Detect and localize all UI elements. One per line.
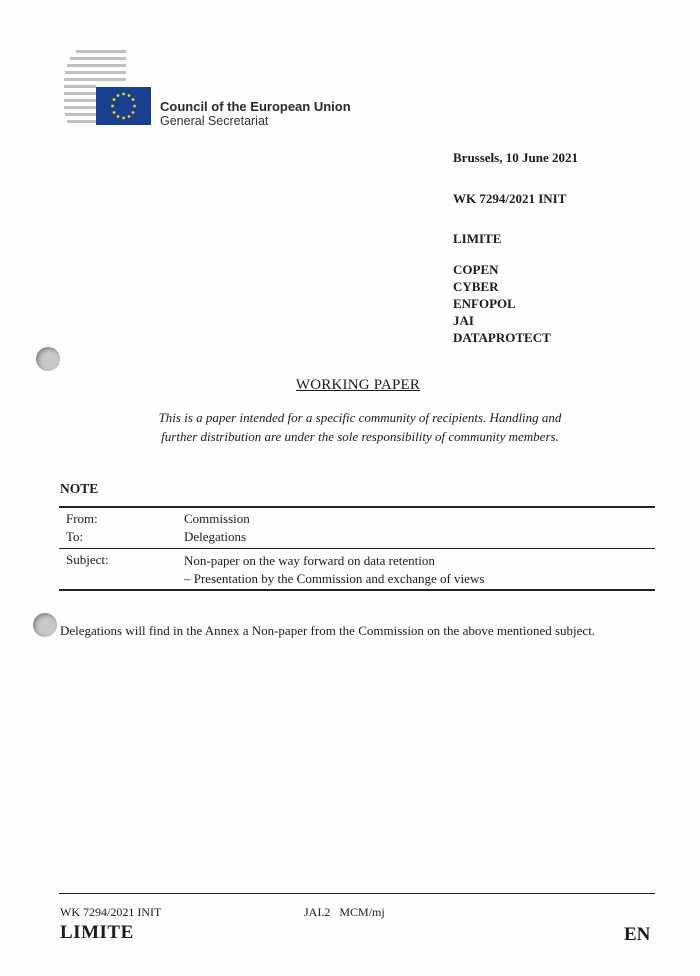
footer-language: EN xyxy=(624,924,651,945)
body-paragraph: Delegations will find in the Annex a Non-paper from the Commission on the above mentioned subject. xyxy=(60,623,596,638)
working-paper-note xyxy=(140,408,580,446)
punch-hole xyxy=(33,613,57,637)
subject-line: – Presentation by the Commission and exchange of views xyxy=(184,571,485,586)
subject-line: Non-paper on the way forward on data retention xyxy=(184,553,435,568)
note-line: further distribution are under the sole responsibility of community members. xyxy=(161,429,559,444)
divider xyxy=(59,506,655,508)
code-item: COPEN xyxy=(453,262,499,277)
org-sub: General Secretariat xyxy=(160,114,269,128)
punch-hole xyxy=(36,347,60,371)
code-item: DATAPROTECT xyxy=(453,330,551,345)
divider xyxy=(59,589,655,591)
unit: JAI.2 xyxy=(304,905,331,919)
classification: LIMITE xyxy=(453,231,502,246)
document-reference: WK 7294/2021 INIT xyxy=(453,191,567,206)
footer-reference: WK 7294/2021 INIT xyxy=(60,905,162,919)
subject-label: Subject: xyxy=(66,552,109,567)
to-value: Delegations xyxy=(184,529,247,544)
initials: MCM/mj xyxy=(339,905,385,919)
from-value: Commission xyxy=(184,511,250,526)
to-label: To: xyxy=(66,529,84,544)
council-logo xyxy=(64,48,154,128)
note-line: This is a paper intended for a specific community of recipients. Handling and xyxy=(158,410,562,425)
code-item: CYBER xyxy=(453,279,499,294)
document-date: Brussels, 10 June 2021 xyxy=(453,150,578,165)
org-name: Council of the European Union xyxy=(160,99,351,114)
footer-classification: LIMITE xyxy=(60,922,134,943)
organisation-name xyxy=(160,99,351,129)
working-paper-title: WORKING PAPER xyxy=(295,377,421,393)
footer-unit xyxy=(304,905,385,920)
code-item: JAI xyxy=(453,313,474,328)
code-item: ENFOPOL xyxy=(453,296,516,311)
footer-divider xyxy=(59,893,655,894)
subject-codes xyxy=(453,261,551,346)
divider xyxy=(59,548,655,549)
from-label: From: xyxy=(66,511,98,526)
note-heading: NOTE xyxy=(60,481,99,496)
